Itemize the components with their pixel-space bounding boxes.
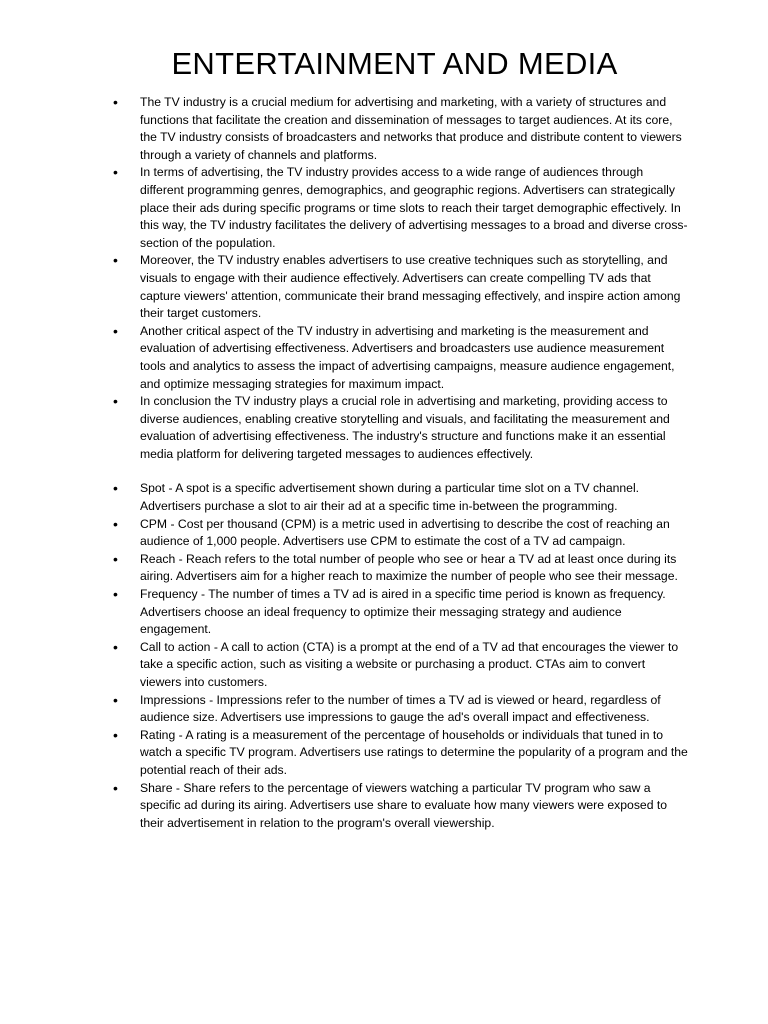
- intro-paragraph: • In conclusion the TV industry plays a crucial role in advertising and marketing, providing access to diverse audiences, enabling creative storytelling and visuals, and facilitating the measurement and evaluation of advertising effectiveness. The industry's structure and functions make it an essential media platform for delivering targeted messages to audiences effectively.: [113, 393, 688, 463]
- term-spot: • Spot - A spot is a specific advertisement shown during a particular time slot on a TV channel. Advertisers purchase a slot to air their ad at a specific time in-between the programming.: [113, 480, 688, 515]
- term-reach: • Reach - Reach refers to the total number of people who see or hear a TV ad at least once during its airing. Advertisers aim for a higher reach to maximize the number of people who see their message.: [113, 551, 688, 586]
- intro-paragraph: • In terms of advertising, the TV industry provides access to a wide range of audiences through different programming genres, demographics, and geographic regions. Advertisers can strategically place their ads during specific programs or time slots to reach their target demographic effectively. In this way, the TV industry facilitates the delivery of advertising messages to a broad and diverse cross-section of the population.: [113, 164, 688, 252]
- term-rating: • Rating - A rating is a measurement of the percentage of households or individuals that tuned in to watch a specific TV program. Advertisers use ratings to determine the popularity of a program and the potential reach of their ads.: [113, 727, 688, 780]
- page-title: ENTERTAINMENT AND MEDIA: [171, 46, 618, 81]
- term-share: • Share - Share refers to the percentage of viewers watching a particular TV program who saw a specific ad during its airing. Advertisers use share to evaluate how many viewers were exposed to their advertisement in relation to the program's overall viewership.: [113, 780, 688, 833]
- intro-paragraph: • Another critical aspect of the TV industry in advertising and marketing is the measurement and evaluation of advertising effectiveness. Advertisers and broadcasters use audience measurement tools and analytics to assess the impact of advertising campaigns, measure audience engagement, and optimize messaging strategies for maximum impact.: [113, 323, 688, 393]
- term-cpm: • CPM - Cost per thousand (CPM) is a metric used in advertising to describe the cost of reaching an audience of 1,000 people. Advertisers use CPM to estimate the cost of a TV ad campaign.: [113, 516, 688, 551]
- terms-list: [113, 480, 688, 832]
- term-frequency: • Frequency - The number of times a TV ad is aired in a specific time period is known as frequency. Advertisers choose an ideal frequency to optimize their messaging strategy and audience engagement.: [113, 586, 688, 639]
- intro-paragraph: • Moreover, the TV industry enables advertisers to use creative techniques such as storytelling, and visuals to engage with their audience effectively. Advertisers can create compelling TV ads that capture viewers' attention, communicate their brand messaging effectively, and inspire action among their target customers.: [113, 252, 688, 322]
- intro-paragraph: • The TV industry is a crucial medium for advertising and marketing, with a variety of structures and functions that facilitate the creation and dissemination of messages to target audiences. At its core, the TV industry consists of broadcasters and networks that produce and distribute content to viewers through a variety of channels and platforms.: [113, 94, 688, 164]
- section-gap: [113, 463, 688, 480]
- intro-list: [113, 94, 688, 463]
- term-call-to-action: • Call to action - A call to action (CTA) is a prompt at the end of a TV ad that encourages the viewer to take a specific action, such as visiting a website or purchasing a product. CTAs aim to convert viewers into customers.: [113, 639, 688, 692]
- term-impressions: • Impressions - Impressions refer to the number of times a TV ad is viewed or heard, regardless of audience size. Advertisers use impressions to gauge the ad's overall impact and effectiveness.: [113, 692, 688, 727]
